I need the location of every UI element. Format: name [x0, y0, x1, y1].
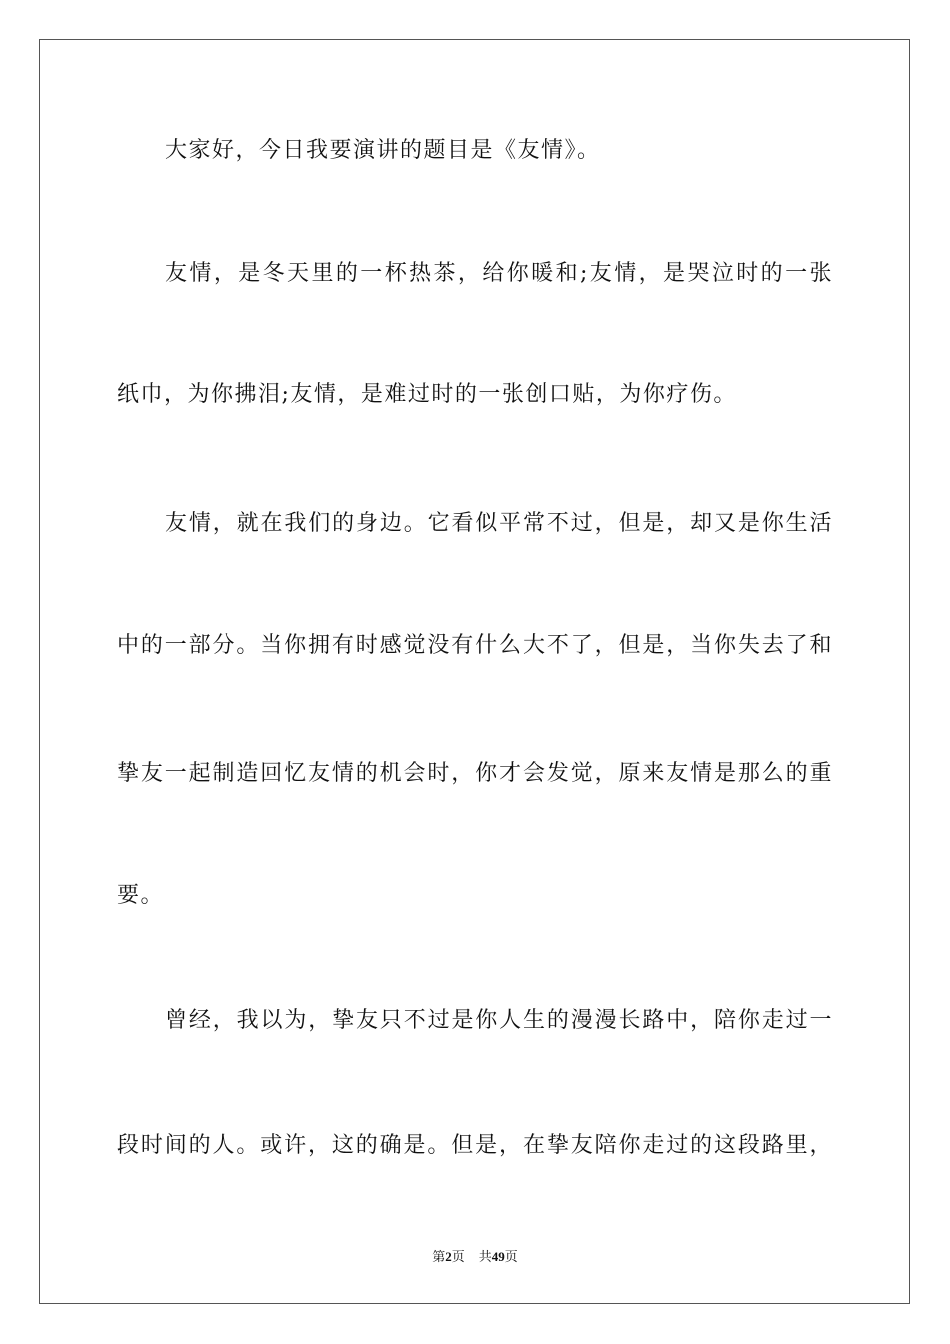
page-border [39, 39, 910, 1304]
footer-page-number: 2 [445, 1249, 452, 1264]
footer-page-suffix: 页 [451, 1249, 465, 1264]
paragraph-line: 挚友一起制造回忆友情的机会时，你才会发觉，原来友情是那么的重 [117, 761, 833, 786]
paragraph-line: 中的一部分。当你拥有时感觉没有什么大不了，但是，当你失去了和 [117, 633, 833, 658]
footer-total-prefix: 共 [478, 1249, 492, 1264]
paragraph-line: 要。 [117, 883, 165, 908]
paragraph-line: 大家好，今日我要演讲的题目是《友情》。 [165, 138, 601, 163]
page-footer [0, 1248, 950, 1266]
paragraph-line: 段时间的人。或许，这的确是。但是，在挚友陪你走过的这段路里， [117, 1133, 833, 1158]
paragraph-line: 曾经，我以为，挚友只不过是你人生的漫漫长路中，陪你走过一 [165, 1008, 833, 1033]
paragraph-line: 友情，就在我们的身边。它看似平常不过，但是，却又是你生活 [165, 511, 833, 536]
footer-page-prefix: 第 [432, 1249, 446, 1264]
footer-total-suffix: 页 [504, 1249, 518, 1264]
paragraph-line: 纸巾，为你拂泪;友情，是难过时的一张创口贴，为你疗伤。 [117, 382, 737, 407]
paragraph-line: 友情，是冬天里的一杯热茶，给你暖和;友情，是哭泣时的一张 [165, 261, 833, 286]
footer-total-pages: 49 [491, 1249, 505, 1264]
